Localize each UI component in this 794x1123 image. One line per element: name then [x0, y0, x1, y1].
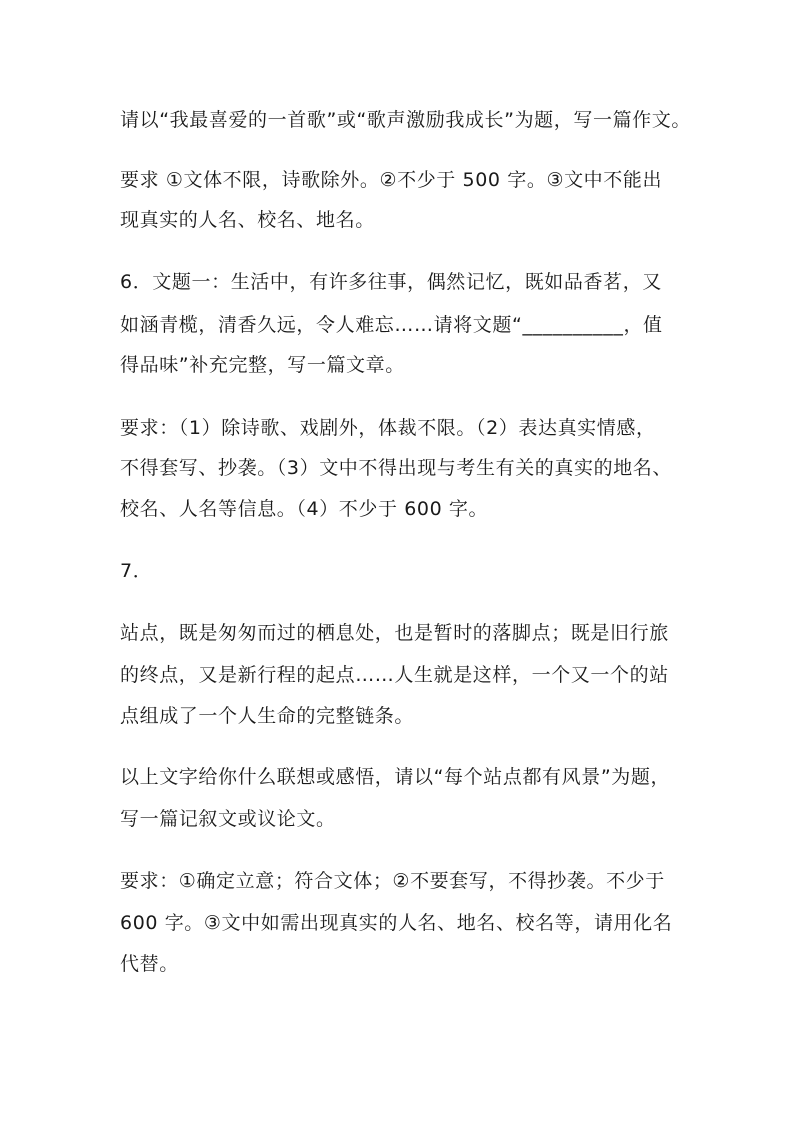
text-line: 600 字。③文中如需出现真实的人名、地名、校名等，请用化名: [120, 912, 673, 934]
text-line: 点组成了一个人生命的完整链条。: [120, 705, 415, 727]
text-line: 7．: [120, 560, 153, 582]
text-line: 校名、人名等信息。（4）不少于 600 字。: [120, 498, 489, 520]
text-line: 如涵青榄，清香久远，令人难忘……请将文题“__________，值: [120, 314, 663, 336]
text-line: 要求：（1）除诗歌、戏剧外，体裁不限。（2）表达真实情感，: [120, 417, 656, 439]
text-line: 的终点，又是新行程的起点……人生就是这样，一个又一个的站: [120, 664, 669, 686]
text-line: 6．文题一：生活中，有许多往事，偶然记忆，既如品香茗，又: [120, 271, 662, 293]
text-line: 代替。: [120, 953, 179, 975]
text-line: 写一篇记叙文或议论文。: [120, 808, 336, 830]
text-line: 以上文字给你什么联想或感悟，请以“每个站点都有风景”为题，: [120, 766, 671, 788]
text-line: 现真实的人名、校名、地名。: [120, 209, 375, 231]
text-line: 请以“我最喜爱的一首歌”或“歌声激励我成长”为题，写一篇作文。: [120, 109, 691, 131]
text-line: 要求：①确定立意；符合文体；②不要套写，不得抄袭。不少于: [120, 870, 665, 892]
text-line: 不得套写、抄袭。（3）文中不得出现与考生有关的真实的地名、: [120, 457, 672, 479]
text-line: 要求 ①文体不限，诗歌除外。②不少于 500 字。③文中不能出: [120, 169, 663, 191]
text-line: 站点，既是匆匆而过的栖息处，也是暂时的落脚点；既是旧行旅: [120, 622, 669, 644]
text-line: 得品味”补充完整，写一篇文章。: [120, 354, 405, 376]
